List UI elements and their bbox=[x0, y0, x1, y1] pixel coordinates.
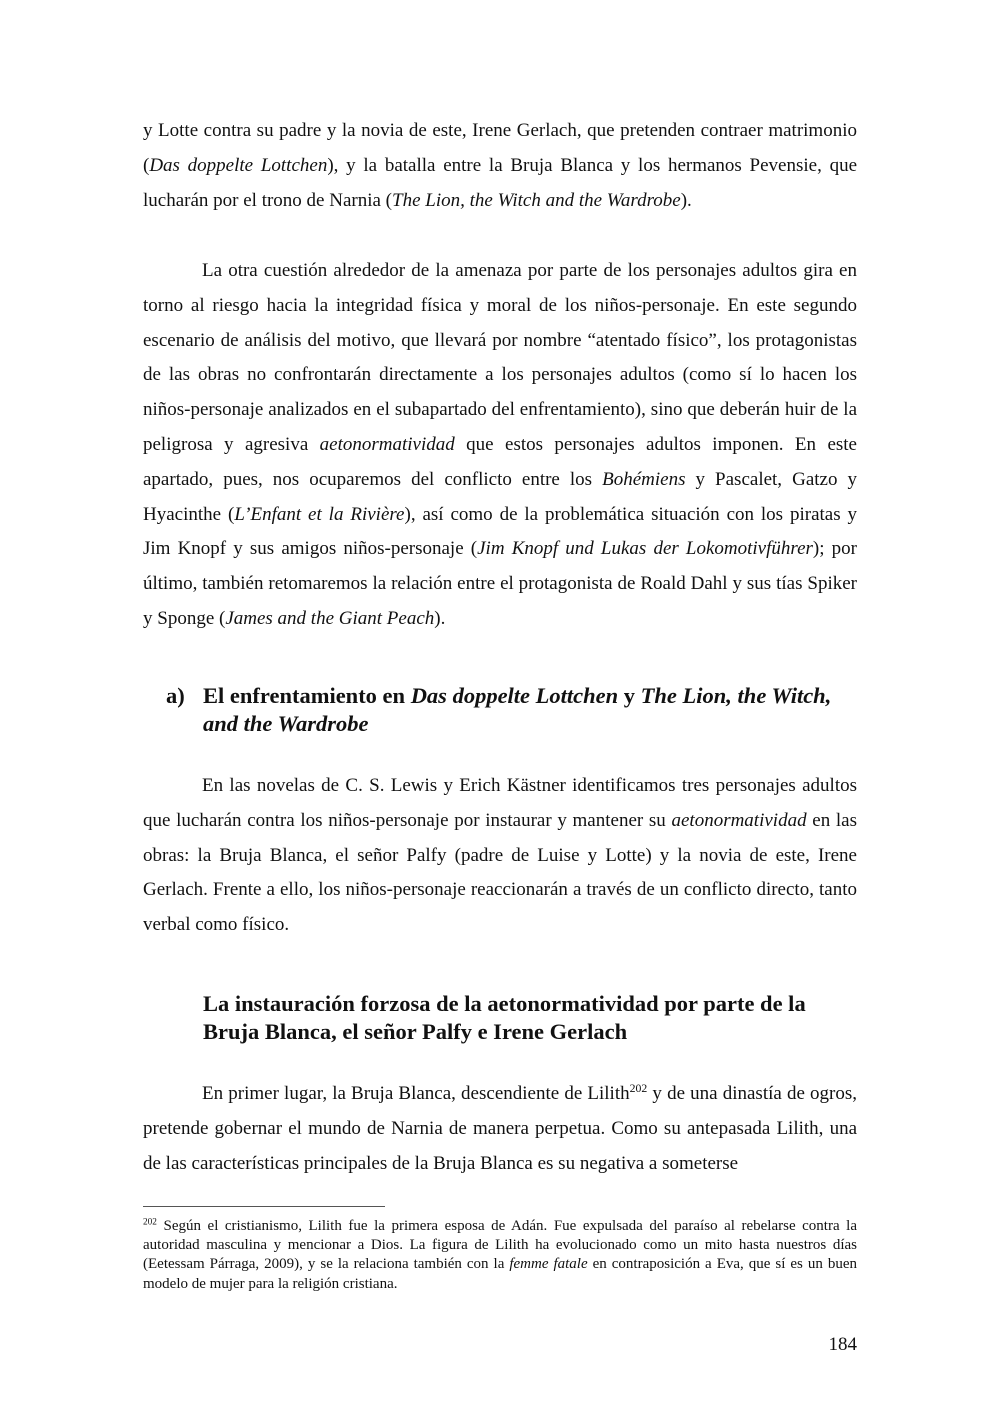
section-number: a) bbox=[166, 683, 185, 708]
text-run: y de una dinastía de ogros, pretende gobernar el mundo de Narnia de manera perpetua. Como su antepasada Lilith, una de las características principales de la Bruja Blanca es su negativa a someterse bbox=[143, 1083, 857, 1174]
page-number: 184 bbox=[828, 1334, 857, 1355]
subsection-heading: La instauración forzosa de la aetonormatividad por parte de la Bruja Blanca, el señor Palfy e Irene Gerlach bbox=[203, 991, 806, 1044]
text-run: Según el cristianismo, Lilith fue la primera esposa de Adán. Fue expulsada del paraíso al rebelarse contra la autoridad masculina y mencionar a Dios. La figura de Lilith ha evolucionado como un mito hasta nuestros días (Eetessam Párraga, 2009), y se la relaciona también con la bbox=[143, 1218, 857, 1273]
text-run: El enfrentamiento en bbox=[203, 683, 411, 708]
text-run: ). bbox=[434, 607, 446, 629]
book-title: Das doppelte Lottchen bbox=[149, 154, 328, 176]
text-run: en contraposición a Eva, que sí es un buen modelo de mujer para la religión cristiana. bbox=[143, 1256, 857, 1292]
text-run: En las novelas de C. S. Lewis y Erich Kästner identificamos tres personajes adultos que lucharán contra los niños-personaje por instaurar y mantener su bbox=[143, 775, 857, 831]
text-run: ). bbox=[680, 189, 692, 211]
body-paragraph-4 bbox=[143, 1077, 857, 1181]
book-title: The Lion, the Witch and the Wardrobe bbox=[392, 189, 681, 211]
text-run: y Pascalet, Gatzo y Hyacinthe ( bbox=[143, 468, 857, 525]
book-title: Das doppelte Lottchen bbox=[410, 683, 619, 708]
text-run: y bbox=[618, 683, 641, 708]
emphasis-term: femme fatale bbox=[509, 1256, 588, 1273]
text-run: ); por último, también retomaremos la relación entre el protagonista de Roald Dahl y sus tías Spiker y Sponge ( bbox=[143, 538, 857, 629]
text-run: y Lotte contra su padre y la novia de este, Irene Gerlach, que pretenden contraer matrimonio ( bbox=[143, 120, 857, 176]
body-paragraph-3 bbox=[143, 769, 857, 943]
emphasis-term: Bohémiens bbox=[602, 468, 686, 490]
footnote-divider bbox=[143, 1206, 385, 1207]
footnote-number: 202 bbox=[143, 1217, 157, 1228]
body-paragraph-2 bbox=[143, 254, 857, 637]
book-title: James and the Giant Peach bbox=[225, 607, 435, 629]
emphasis-term: aetonormatividad bbox=[319, 433, 455, 455]
text-run: ), y la batalla entre la Bruja Blanca y los hermanos Pevensie, que lucharán por el trono de Narnia ( bbox=[143, 154, 858, 211]
text-run: que estos personajes adultos imponen. En este apartado, pues, nos ocuparemos del conflicto entre los bbox=[143, 433, 857, 490]
text-run: La otra cuestión alrededor de la amenaza por parte de los personajes adultos gira en torno al riesgo hacia la integridad física y moral de los niños-personaje. En este segundo escenario de análisis del motivo, que llevará por nombre “atentado físico”, los protagonistas de las obras no confrontarán directamente a los personajes adultos (como sí lo hacen los niños-personaje analizados en el subapartado del enfrentamiento), sino que deberán huir de la peligrosa y agresiva bbox=[143, 260, 857, 455]
footnote bbox=[143, 1217, 857, 1294]
text-run: En primer lugar, la Bruja Blanca, descendiente de Lilith bbox=[202, 1083, 630, 1104]
section-title bbox=[203, 682, 846, 738]
book-title: Jim Knopf und Lukas der Lokomotivführer bbox=[477, 538, 813, 560]
body-paragraph-1 bbox=[143, 114, 857, 218]
footnote-reference[interactable]: 202 bbox=[629, 1081, 648, 1095]
emphasis-term: aetonormatividad bbox=[671, 809, 807, 831]
book-title: L’Enfant et la Rivière bbox=[234, 503, 405, 525]
text-run: ), así como de la problemática situación con los piratas y Jim Knopf y sus amigos niños-personaje ( bbox=[143, 503, 858, 560]
text-run: en las obras: la Bruja Blanca, el señor Palfy (padre de Luise y Lotte) y la novia de este, Irene Gerlach. Frente a ello, los niños-personaje reaccionarán a través de un conflicto directo, tanto verbal como físico. bbox=[143, 809, 857, 936]
book-title: The Lion, the Witch, and the Wardrobe bbox=[203, 683, 832, 736]
section-heading bbox=[166, 682, 846, 738]
